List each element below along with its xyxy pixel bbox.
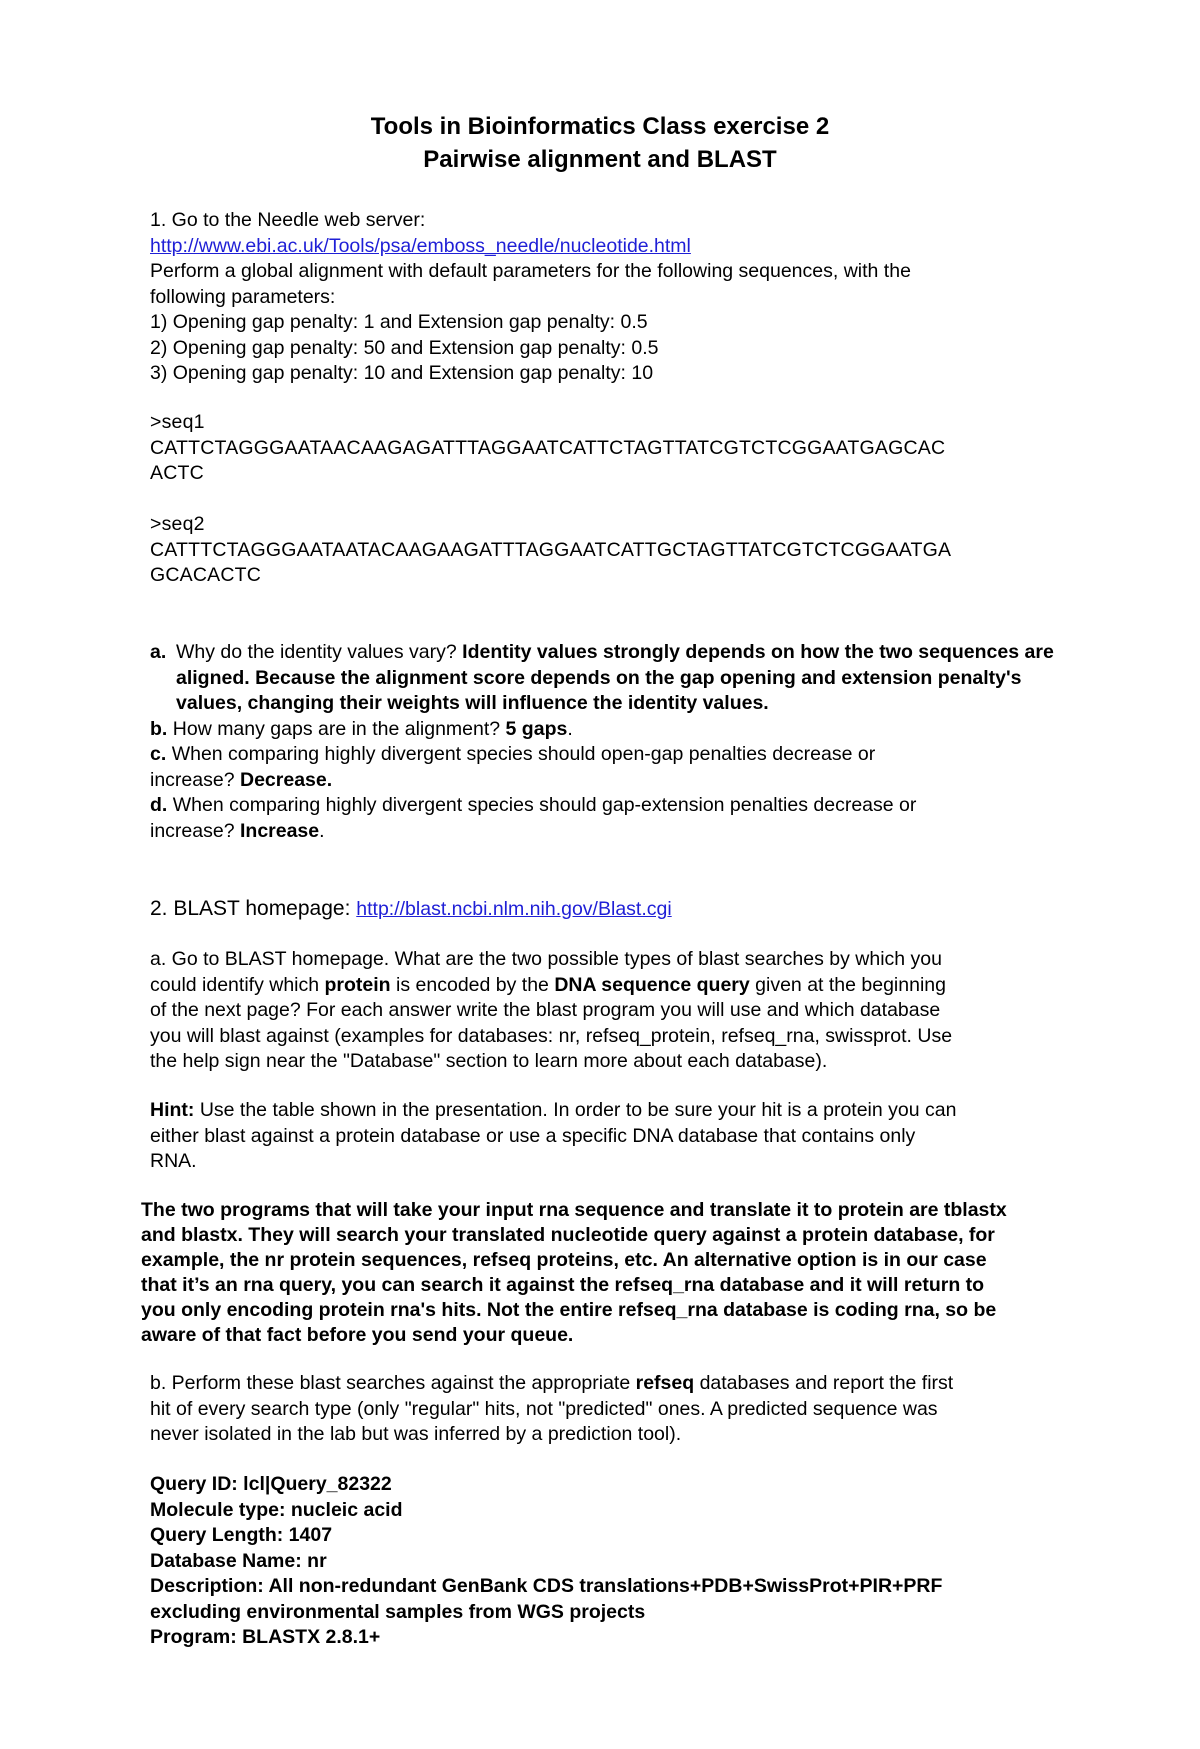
hint-text: Use the table shown in the presentation. In order to be sure your hit is a protein you can	[199, 1099, 957, 1121]
seq1-header: >seq1	[150, 411, 205, 433]
blast-answer-block	[141, 1198, 1091, 1348]
answer-line: The two programs that will take your input rna sequence and translate it to protein are tblastx	[141, 1199, 1007, 1221]
question-b: b. How many gaps are in the alignment? 5 gaps.	[150, 717, 573, 740]
blast-url-link[interactable]: http://blast.ncbi.nlm.nih.gov/Blast.cgi	[356, 898, 672, 920]
description: Description: All non-redundant GenBank CDS translations+PDB+SwissProt+PIR+PRF	[150, 1575, 943, 1597]
description-cont: excluding environmental samples from WGS projects	[150, 1600, 646, 1623]
blast-label: 2. BLAST homepage:	[150, 897, 351, 920]
page-subtitle: Pairwise alignment and BLAST	[423, 146, 777, 173]
param-item: 1) Opening gap penalty: 1 and Extension gap penalty: 0.5	[150, 311, 648, 333]
questions-block: a. Why do the identity values vary? Identity values strongly depends on how the two sequences are aligned. Because the alignment score depends on the gap opening and extension penalty's values, changing their weights will influence the identity values. b. How many gaps are in the alignment? 5 gaps. c. When comparing highly divergent species should open-gap penalties decrease or increase? Decrease. d. When comparing highly divergent species should gap-extension penalties decrease or increase? Increase.	[150, 640, 1070, 844]
question-text: How many gaps are in the alignment?	[172, 717, 501, 740]
seq2-block	[150, 512, 1070, 589]
paragraph-line: of the next page? For each answer write the blast program you will use and which database	[150, 999, 941, 1021]
section-2b	[150, 1371, 1070, 1448]
question-label: c.	[150, 743, 167, 765]
seq1-line: CATTCTAGGGAATAACAAGAGATTTAGGAATCATTCTAGTTATCGTCTCGGAATGAGCAC	[150, 436, 946, 459]
answer-line: and blastx. They will search your translated nucleotide query against a protein database, for	[141, 1224, 995, 1246]
question-text: When comparing highly divergent species should open-gap penalties decrease or	[171, 743, 876, 765]
answer-text: Increase	[239, 819, 320, 842]
seq2-line: CATTTCTAGGGAATAATACAAGAAGATTTAGGAATCATTGCTAGTTATCGTCTCGGAATGA	[150, 538, 952, 561]
bold-span: protein	[324, 973, 391, 996]
question-a	[150, 640, 1070, 717]
needle-intro: 1. Go to the Needle web server:	[150, 209, 426, 231]
answer-text: 5 gaps	[505, 717, 568, 740]
database-name: Database Name: nr	[150, 1549, 327, 1572]
hint-text: RNA.	[150, 1150, 197, 1172]
section-2a	[150, 947, 1070, 1075]
page-title: Tools in Bioinformatics Class exercise 2	[370, 113, 830, 140]
seq2-header: >seq2	[150, 513, 205, 535]
perform-text-1: Perform a global alignment with default parameters for the following sequences, with the	[150, 260, 911, 282]
query-info-block	[150, 1472, 1110, 1651]
answer-line: you only encoding protein rna's hits. Not the entire refseq_rna database is coding rna, so be	[141, 1299, 997, 1321]
question-label: a.	[150, 641, 167, 663]
question-text: increase?	[150, 819, 235, 842]
section-1	[150, 208, 1070, 387]
param-item: 2) Opening gap penalty: 50 and Extension gap penalty: 0.5	[150, 336, 659, 359]
answer-line: example, the nr protein sequences, refseq proteins, etc. An alternative option is in our case	[141, 1249, 987, 1271]
bold-span: DNA sequence query	[554, 973, 750, 996]
perform-text-2: following parameters:	[150, 285, 336, 308]
text-span: databases and report the first	[699, 1372, 954, 1394]
hint-block	[150, 1098, 1070, 1175]
text-span: given at the beginning	[755, 973, 946, 996]
hint-text: either blast against a protein database or use a specific DNA database that contains only	[150, 1124, 916, 1147]
program: Program: BLASTX 2.8.1+	[150, 1626, 381, 1648]
paragraph-line: never isolated in the lab but was inferred by a prediction tool).	[150, 1423, 682, 1445]
paragraph-line: the help sign near the "Database" section to learn more about each database).	[150, 1050, 828, 1072]
question-label: d.	[150, 794, 168, 816]
query-length: Query Length: 1407	[150, 1524, 333, 1546]
answer-line: that it’s an rna query, you can search it against the refseq_rna database and it will return to	[141, 1274, 985, 1296]
bold-span: refseq	[635, 1372, 695, 1394]
needle-url-link[interactable]: http://www.ebi.ac.uk/Tools/psa/emboss_needle/nucleotide.html	[150, 234, 691, 257]
text-span: could identify which	[150, 973, 320, 996]
seq2-line: GCACACTC	[150, 564, 262, 586]
molecule-type: Molecule type: nucleic acid	[150, 1498, 403, 1521]
seq1-line: ACTC	[150, 462, 204, 484]
answer-text: Decrease.	[239, 768, 333, 791]
text-span: is encoded by the	[396, 973, 549, 996]
question-text: Why do the identity values vary?	[176, 641, 457, 663]
section-2-header	[150, 896, 1070, 923]
hint-label: Hint:	[150, 1099, 195, 1121]
question-text: increase?	[150, 768, 235, 791]
paragraph-line	[150, 1371, 1070, 1397]
question-d	[150, 793, 1070, 819]
param-item: 3) Opening gap penalty: 10 and Extension gap penalty: 10	[150, 362, 654, 384]
paragraph-line: a. Go to BLAST homepage. What are the two possible types of blast searches by which you	[150, 948, 942, 970]
query-id: Query ID: lcl|Query_82322	[150, 1473, 392, 1495]
text-span: b. Perform these blast searches against the appropriate	[150, 1372, 631, 1394]
paragraph-line: you will blast against (examples for databases: nr, refseq_protein, refseq_rna, swissprot. Use	[150, 1024, 953, 1047]
seq1-block	[150, 410, 1070, 487]
answer-text: Identity values strongly depends on how the two sequences are aligned. Because the alignment score depends on the gap opening and extension penalty's values, changing their weights will influence the identity values.	[176, 641, 1054, 714]
paragraph-line	[150, 973, 1070, 999]
question-text: When comparing highly divergent species should gap-extension penalties decrease or	[172, 794, 917, 816]
question-label: b.	[150, 717, 168, 740]
question-c	[150, 742, 1070, 768]
paragraph-line: hit of every search type (only "regular" hits, not "predicted" ones. A predicted sequence was	[150, 1397, 938, 1420]
answer-line: aware of that fact before you send your queue.	[141, 1324, 574, 1346]
